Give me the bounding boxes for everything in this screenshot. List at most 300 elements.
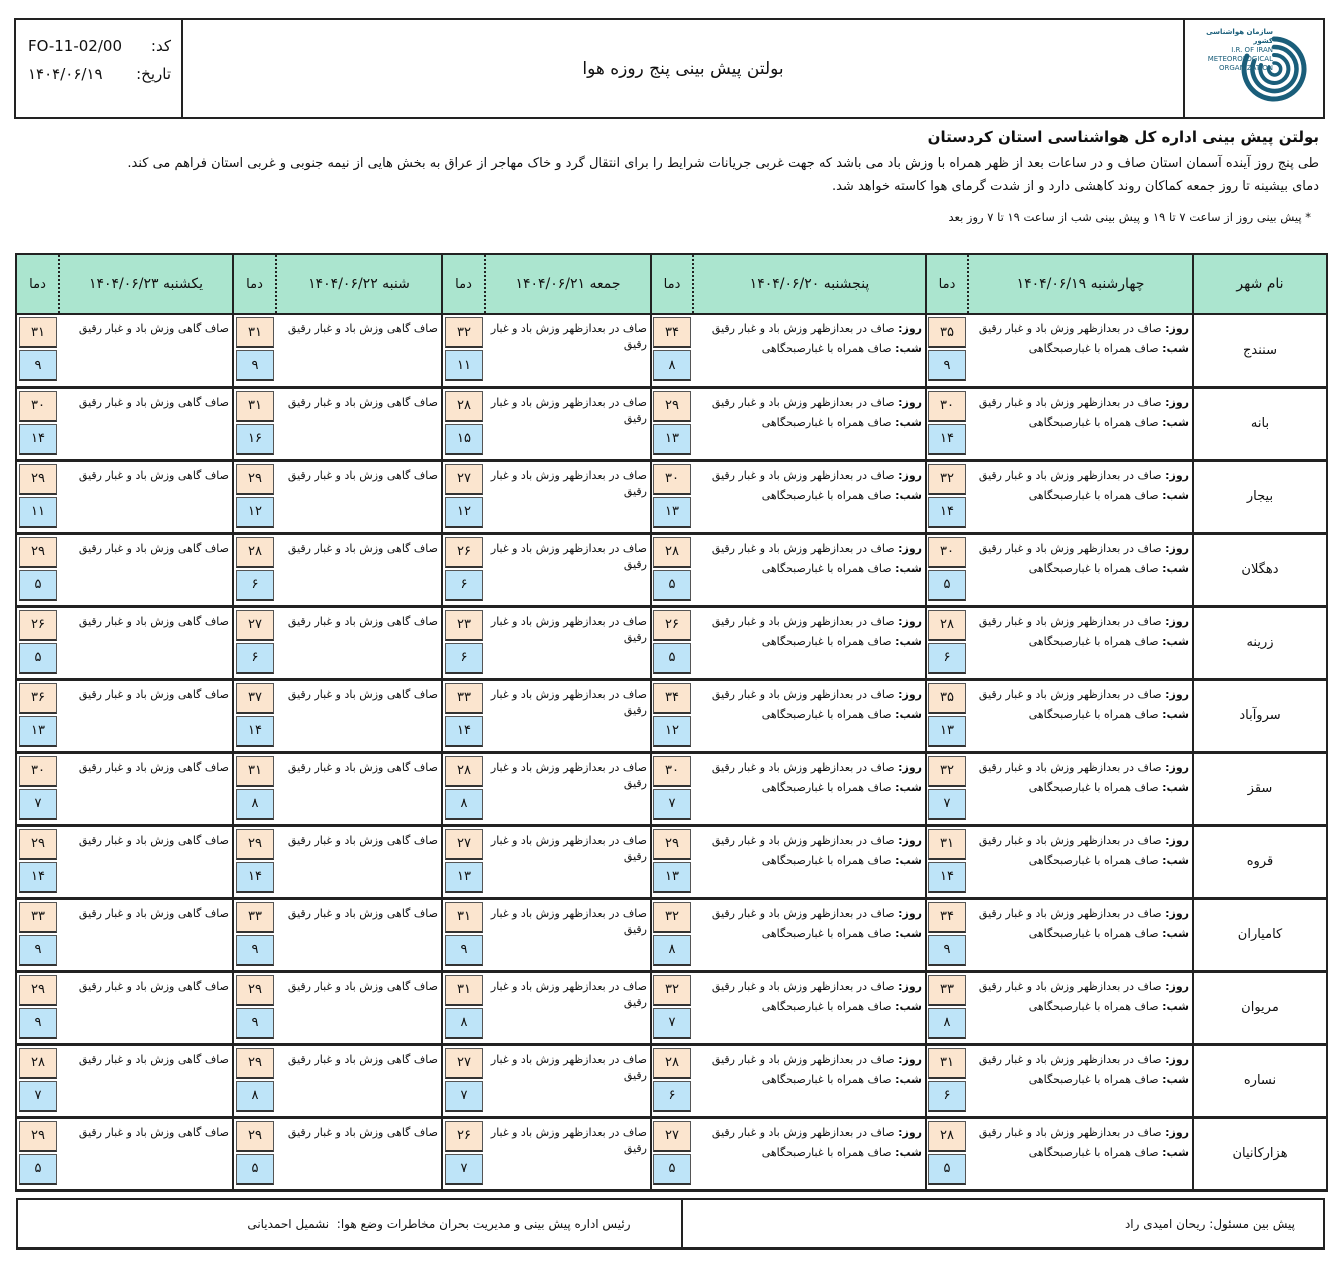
min-temperature: ۷ (19, 789, 57, 820)
max-temperature: ۳۴ (653, 317, 691, 348)
min-temperature: ۹ (445, 935, 483, 966)
max-temperature: ۲۳ (445, 610, 483, 641)
night-label: شب: (1162, 488, 1189, 502)
min-temperature: ۸ (653, 935, 691, 966)
min-temperature: ۱۲ (236, 497, 274, 528)
table-header-row (16, 254, 1327, 314)
forecast-description (968, 971, 1193, 1044)
night-forecast (697, 999, 922, 1015)
min-temperature: ۷ (19, 1081, 57, 1112)
forecast-description (59, 752, 233, 825)
day-forecast (979, 1126, 1189, 1139)
temperature-cell (651, 460, 693, 533)
day-label: روز: (1165, 979, 1189, 993)
night-label: شب: (895, 415, 922, 429)
city-name: سروآباد (1193, 679, 1327, 752)
forecast-text: صاف گاهی وزش باد و غبار رقیق (78, 322, 229, 335)
min-temperature: ۱۳ (653, 424, 691, 455)
day-forecast-text: صاف در بعدازظهر وزش باد و غبار رقیق (978, 614, 1162, 628)
city-name: سقز (1193, 752, 1327, 825)
forecast-description (485, 460, 651, 533)
min-temperature: ۹ (928, 935, 966, 966)
night-label: شب: (895, 926, 922, 940)
night-forecast-text: صاف همراه با غبارصبحگاهی (1028, 926, 1159, 940)
temperature-cell (16, 825, 59, 898)
night-forecast (697, 780, 922, 796)
night-forecast-text: صاف همراه با غبارصبحگاهی (761, 1145, 892, 1159)
day-forecast-text: صاف در بعدازظهر وزش باد و غبار رقیق (978, 468, 1162, 482)
forecast-text: صاف در بعدازظهر وزش باد و غبار رقیق (490, 979, 647, 1009)
signature-footer (16, 1198, 1325, 1250)
min-temperature: ۷ (653, 1008, 691, 1039)
forecast-text: صاف گاهی وزش باد و غبار رقیق (78, 687, 229, 701)
min-temperature: ۸ (653, 350, 691, 381)
day-label: روز: (1165, 833, 1189, 847)
min-temperature: ۱۴ (928, 424, 966, 455)
forecaster-label: پیش بین مسئول: (1209, 1216, 1295, 1231)
forecast-description (485, 387, 651, 460)
min-temperature: ۶ (928, 643, 966, 674)
night-forecast-text: صاف همراه با غبارصبحگاهی (1028, 1145, 1159, 1159)
max-temperature: ۳۱ (445, 902, 483, 933)
temperature-cell (442, 533, 485, 606)
logo-text-line3: ORGANIZATION (1218, 64, 1273, 72)
night-forecast (972, 780, 1189, 796)
day-label: روز: (1165, 395, 1189, 409)
forecast-description (968, 898, 1193, 971)
forecast-text: صاف گاهی وزش باد و غبار رقیق (287, 833, 438, 847)
forecast-description (693, 1044, 926, 1117)
min-temperature: ۷ (445, 1154, 483, 1185)
min-temperature: ۱۲ (445, 497, 483, 528)
night-forecast-text: صاف همراه با غبارصبحگاهی (761, 488, 892, 502)
forecast-description (968, 460, 1193, 533)
city-name: کامیاران (1193, 898, 1327, 971)
night-forecast-text: صاف همراه با غبارصبحگاهی (1028, 853, 1159, 867)
max-temperature: ۳۴ (928, 902, 966, 933)
forecast-text: صاف در بعدازظهر وزش باد و غبار رقیق (490, 1052, 647, 1082)
temperature-cell (16, 387, 59, 460)
day-forecast (712, 761, 922, 774)
max-temperature: ۲۹ (236, 975, 274, 1006)
min-temperature: ۸ (236, 789, 274, 820)
temperature-cell (16, 533, 59, 606)
min-temperature: ۱۴ (19, 862, 57, 893)
max-temperature: ۳۵ (928, 683, 966, 714)
max-temperature: ۲۸ (653, 1048, 691, 1079)
temperature-cell (651, 898, 693, 971)
document-meta (16, 20, 183, 117)
min-temperature: ۵ (928, 570, 966, 601)
night-forecast (697, 341, 922, 357)
max-temperature: ۲۷ (653, 1121, 691, 1152)
day-forecast-text: صاف در بعدازظهر وزش باد و غبار رقیق (711, 1125, 895, 1139)
night-forecast (697, 707, 922, 723)
max-temperature: ۳۳ (19, 902, 57, 933)
temperature-column-header: دما (926, 254, 968, 314)
night-forecast (972, 853, 1189, 869)
temperature-cell (233, 898, 276, 971)
table-row (16, 971, 1327, 1044)
temperature-cell (651, 314, 693, 387)
forecast-text: صاف گاهی وزش باد و غبار رقیق (287, 395, 438, 409)
night-label: شب: (895, 707, 922, 721)
logo-text-line2: METEOROLOGICAL (1207, 55, 1273, 63)
forecast-description (276, 679, 442, 752)
day-forecast-text: صاف در بعدازظهر وزش باد و غبار رقیق (711, 687, 895, 701)
max-temperature: ۳۲ (928, 464, 966, 495)
forecast-text: صاف در بعدازظهر وزش باد و غبار رقیق (490, 395, 647, 425)
logo-text-fa: سازمان هواشناسی کشور (1206, 28, 1273, 45)
temperature-cell (926, 533, 968, 606)
min-temperature: ۹ (928, 350, 966, 381)
forecast-text: صاف گاهی وزش باد و غبار رقیق (78, 833, 229, 847)
day-label: روز: (898, 833, 922, 847)
day-label: روز: (898, 322, 922, 335)
min-temperature: ۱۳ (445, 862, 483, 893)
night-forecast-text: صاف همراه با غبارصبحگاهی (761, 999, 892, 1013)
temperature-cell (233, 1044, 276, 1117)
min-temperature: ۵ (653, 1154, 691, 1185)
forecast-text: صاف گاهی وزش باد و غبار رقیق (78, 1125, 229, 1139)
max-temperature: ۲۹ (19, 464, 57, 495)
day-label: روز: (1165, 468, 1189, 482)
night-forecast (972, 415, 1189, 431)
min-temperature: ۸ (236, 1081, 274, 1112)
day-label: روز: (898, 979, 922, 993)
day-forecast (979, 688, 1189, 701)
max-temperature: ۳۰ (653, 464, 691, 495)
day-column-header: پنجشنبه ۱۴۰۴/۰۶/۲۰ (693, 254, 926, 314)
temperature-cell (233, 1117, 276, 1190)
temperature-cell (233, 971, 276, 1044)
night-label: شب: (1162, 926, 1189, 940)
temperature-cell (442, 1044, 485, 1117)
day-label: روز: (1165, 906, 1189, 920)
table-row (16, 1117, 1327, 1190)
min-temperature: ۵ (236, 1154, 274, 1185)
max-temperature: ۳۵ (928, 317, 966, 348)
day-forecast-text: صاف در بعدازظهر وزش باد و غبار رقیق (978, 541, 1162, 555)
temperature-cell (926, 314, 968, 387)
city-name: زرینه (1193, 606, 1327, 679)
day-forecast-text: صاف در بعدازظهر وزش باد و غبار رقیق (978, 395, 1162, 409)
day-column-header: چهارشنبه ۱۴۰۴/۰۶/۱۹ (968, 254, 1193, 314)
table-row (16, 1044, 1327, 1117)
day-forecast (712, 1053, 922, 1066)
night-label: شب: (1162, 707, 1189, 721)
forecast-description (968, 752, 1193, 825)
day-forecast (712, 980, 922, 993)
max-temperature: ۳۷ (236, 683, 274, 714)
temperature-cell (651, 1044, 693, 1117)
forecast-description (59, 314, 233, 387)
day-forecast (712, 907, 922, 920)
logo-text-line1: I.R. OF IRAN (1231, 46, 1273, 54)
night-forecast-text: صاف همراه با غبارصبحگاهی (1028, 488, 1159, 502)
temperature-column-header: دما (233, 254, 276, 314)
temperature-cell (651, 387, 693, 460)
day-label: روز: (1165, 322, 1189, 335)
night-label: شب: (1162, 561, 1189, 575)
max-temperature: ۳۰ (928, 537, 966, 568)
night-forecast (972, 561, 1189, 577)
temperature-cell (442, 752, 485, 825)
min-temperature: ۶ (928, 1081, 966, 1112)
night-forecast-text: صاف همراه با غبارصبحگاهی (761, 780, 892, 794)
temperature-cell (233, 825, 276, 898)
code-label: کد: (150, 37, 171, 55)
table-row (16, 460, 1327, 533)
forecast-description (276, 314, 442, 387)
day-forecast-text: صاف در بعدازظهر وزش باد و غبار رقیق (978, 833, 1162, 847)
temperature-cell (926, 460, 968, 533)
min-temperature: ۵ (19, 1154, 57, 1185)
temperature-column-header: دما (651, 254, 693, 314)
max-temperature: ۲۸ (928, 610, 966, 641)
night-forecast-text: صاف همراه با غبارصبحگاهی (1028, 1072, 1159, 1086)
max-temperature: ۲۸ (19, 1048, 57, 1079)
day-forecast (979, 907, 1189, 920)
night-forecast (972, 1145, 1189, 1161)
night-label: شب: (895, 1072, 922, 1086)
max-temperature: ۳۶ (19, 683, 57, 714)
night-forecast-text: صاف همراه با غبارصبحگاهی (1028, 707, 1159, 721)
day-forecast-text: صاف در بعدازظهر وزش باد و غبار رقیق (711, 1052, 895, 1066)
max-temperature: ۳۱ (19, 317, 57, 348)
day-label: روز: (898, 395, 922, 409)
temperature-cell (651, 752, 693, 825)
day-forecast-text: صاف در بعدازظهر وزش باد و غبار رقیق (711, 979, 895, 993)
min-temperature: ۶ (445, 570, 483, 601)
min-temperature: ۷ (928, 789, 966, 820)
table-row (16, 825, 1327, 898)
max-temperature: ۳۰ (653, 756, 691, 787)
forecast-table (15, 253, 1328, 1192)
day-label: روز: (898, 687, 922, 701)
forecaster-name: ریحان امیدی راد (1124, 1216, 1206, 1231)
temperature-cell (442, 314, 485, 387)
day-label: روز: (898, 541, 922, 555)
temperature-cell (926, 387, 968, 460)
night-forecast-text: صاف همراه با غبارصبحگاهی (1028, 634, 1159, 648)
spiral-logo-icon (1239, 34, 1309, 104)
day-forecast-text: صاف در بعدازظهر وزش باد و غبار رقیق (978, 906, 1162, 920)
forecast-text: صاف در بعدازظهر وزش باد و غبار رقیق (490, 614, 647, 644)
min-temperature: ۹ (19, 935, 57, 966)
day-forecast-text: صاف در بعدازظهر وزش باد و غبار رقیق (978, 760, 1162, 774)
temperature-cell (233, 679, 276, 752)
forecast-text: صاف گاهی وزش باد و غبار رقیق (287, 687, 438, 701)
temperature-cell (16, 971, 59, 1044)
forecast-description (693, 606, 926, 679)
temperature-cell (926, 825, 968, 898)
night-forecast-text: صاف همراه با غبارصبحگاهی (761, 342, 892, 355)
city-column-header: نام شهر (1193, 254, 1327, 314)
temperature-cell (651, 1117, 693, 1190)
day-forecast-text: صاف در بعدازظهر وزش باد و غبار رقیق (711, 395, 895, 409)
city-name: سنندج (1193, 314, 1327, 387)
max-temperature: ۲۷ (445, 464, 483, 495)
day-forecast (712, 542, 922, 555)
night-label: شب: (1162, 999, 1189, 1013)
day-forecast (712, 322, 922, 335)
forecast-description (693, 825, 926, 898)
max-temperature: ۳۱ (445, 975, 483, 1006)
day-forecast-text: صاف در بعدازظهر وزش باد و غبار رقیق (711, 541, 895, 555)
forecast-text: صاف گاهی وزش باد و غبار رقیق (78, 979, 229, 993)
forecast-text: صاف گاهی وزش باد و غبار رقیق (78, 468, 229, 482)
temperature-cell (442, 1117, 485, 1190)
night-label: شب: (1162, 853, 1189, 867)
table-row (16, 679, 1327, 752)
day-label: روز: (1165, 614, 1189, 628)
night-forecast-text: صاف همراه با غبارصبحگاهی (1028, 561, 1159, 575)
head-of-office-cell (18, 1200, 683, 1247)
forecast-text: صاف گاهی وزش باد و غبار رقیق (287, 1052, 438, 1066)
temperature-cell (442, 387, 485, 460)
min-temperature: ۷ (653, 789, 691, 820)
temperature-cell (926, 606, 968, 679)
temperature-cell (442, 971, 485, 1044)
day-label: روز: (1165, 541, 1189, 555)
day-forecast-text: صاف در بعدازظهر وزش باد و غبار رقیق (711, 322, 895, 335)
night-forecast (972, 1072, 1189, 1088)
min-temperature: ۱۱ (445, 350, 483, 381)
night-forecast (697, 1145, 922, 1161)
max-temperature: ۳۳ (236, 902, 274, 933)
min-temperature: ۱۱ (19, 497, 57, 528)
forecast-text: صاف در بعدازظهر وزش باد و غبار رقیق (490, 833, 647, 863)
night-forecast (697, 853, 922, 869)
min-temperature: ۱۵ (445, 424, 483, 455)
forecast-description (59, 898, 233, 971)
day-forecast-text: صاف در بعدازظهر وزش باد و غبار رقیق (711, 614, 895, 628)
city-name: بانه (1193, 387, 1327, 460)
bulletin-summary (19, 128, 1319, 224)
night-label: شب: (895, 1145, 922, 1159)
forecast-description (485, 752, 651, 825)
head-label: رئیس اداره پیش بینی و مدیریت بحران مخاطرات وضع هوا: (336, 1216, 631, 1231)
min-temperature: ۵ (928, 1154, 966, 1185)
forecast-description (485, 825, 651, 898)
city-name: مریوان (1193, 971, 1327, 1044)
bulletin-paragraph-2: دمای بیشینه تا روز جمعه کماکان روند کاهشی دارد و از شدت گرمای هوا کاسته خواهد شد. (831, 179, 1319, 194)
day-forecast (979, 396, 1189, 409)
forecast-text: صاف در بعدازظهر وزش باد و غبار رقیق (490, 322, 647, 351)
night-label: شب: (895, 780, 922, 794)
day-forecast (979, 761, 1189, 774)
table-row (16, 606, 1327, 679)
forecast-text: صاف در بعدازظهر وزش باد و غبار رقیق (490, 760, 647, 790)
day-forecast (712, 469, 922, 482)
forecast-text: صاف گاهی وزش باد و غبار رقیق (287, 979, 438, 993)
min-temperature: ۱۳ (653, 862, 691, 893)
forecast-description (485, 898, 651, 971)
day-forecast (712, 396, 922, 409)
table-row (16, 898, 1327, 971)
temperature-cell (16, 1044, 59, 1117)
forecast-description (59, 387, 233, 460)
temperature-cell (926, 898, 968, 971)
temperature-cell (651, 971, 693, 1044)
min-temperature: ۶ (236, 570, 274, 601)
forecast-description (968, 606, 1193, 679)
day-column-header: جمعه ۱۴۰۴/۰۶/۲۱ (485, 254, 651, 314)
temperature-cell (926, 752, 968, 825)
temperature-cell (16, 898, 59, 971)
forecast-description (276, 533, 442, 606)
temperature-column-header: دما (16, 254, 59, 314)
temperature-cell (442, 898, 485, 971)
temperature-cell (16, 606, 59, 679)
min-temperature: ۸ (445, 789, 483, 820)
temperature-cell (651, 825, 693, 898)
day-forecast-text: صاف در بعدازظهر وزش باد و غبار رقیق (978, 1052, 1162, 1066)
night-forecast (972, 488, 1189, 504)
min-temperature: ۱۳ (19, 716, 57, 747)
day-label: روز: (898, 760, 922, 774)
day-label: روز: (898, 1125, 922, 1139)
night-label: شب: (1162, 1072, 1189, 1086)
temperature-cell (233, 606, 276, 679)
forecast-text: صاف در بعدازظهر وزش باد و غبار رقیق (490, 687, 647, 717)
min-temperature: ۱۲ (653, 716, 691, 747)
min-temperature: ۹ (236, 935, 274, 966)
night-forecast-text: صاف همراه با غبارصبحگاهی (761, 415, 892, 429)
forecast-text: صاف گاهی وزش باد و غبار رقیق (287, 468, 438, 482)
forecast-text: صاف در بعدازظهر وزش باد و غبار رقیق (490, 468, 647, 498)
night-label: شب: (895, 634, 922, 648)
forecast-text: صاف گاهی وزش باد و غبار رقیق (287, 1125, 438, 1139)
forecast-description (693, 387, 926, 460)
day-forecast (979, 542, 1189, 555)
city-name: نساره (1193, 1044, 1327, 1117)
night-forecast-text: صاف همراه با غبارصبحگاهی (761, 561, 892, 575)
day-forecast-text: صاف در بعدازظهر وزش باد و غبار رقیق (978, 979, 1162, 993)
forecast-description (59, 825, 233, 898)
organization-logo (1183, 20, 1323, 117)
forecast-description (59, 679, 233, 752)
night-label: شب: (895, 342, 922, 355)
city-name: دهگلان (1193, 533, 1327, 606)
forecast-description (276, 606, 442, 679)
night-forecast-text: صاف همراه با غبارصبحگاهی (1028, 415, 1159, 429)
forecast-time-note: * پیش بینی روز از ساعت ۷ تا ۱۹ و پیش بینی شب از ساعت ۱۹ تا ۷ روز بعد (948, 210, 1311, 224)
temperature-cell (16, 752, 59, 825)
forecast-description (276, 1044, 442, 1117)
day-column-header: یکشنبه ۱۴۰۴/۰۶/۲۳ (59, 254, 233, 314)
forecast-description (968, 314, 1193, 387)
table-row (16, 387, 1327, 460)
max-temperature: ۲۹ (19, 1121, 57, 1152)
forecast-description (693, 971, 926, 1044)
day-forecast (979, 980, 1189, 993)
forecast-description (276, 825, 442, 898)
forecast-text: صاف گاهی وزش باد و غبار رقیق (78, 541, 229, 555)
temperature-cell (16, 314, 59, 387)
min-temperature: ۸ (445, 1008, 483, 1039)
night-forecast (972, 341, 1189, 357)
night-forecast (697, 488, 922, 504)
max-temperature: ۳۱ (928, 829, 966, 860)
day-forecast (979, 322, 1189, 335)
code-row (28, 32, 171, 60)
bulletin-header (14, 18, 1325, 119)
min-temperature: ۵ (653, 570, 691, 601)
forecast-description (59, 533, 233, 606)
temperature-cell (651, 606, 693, 679)
